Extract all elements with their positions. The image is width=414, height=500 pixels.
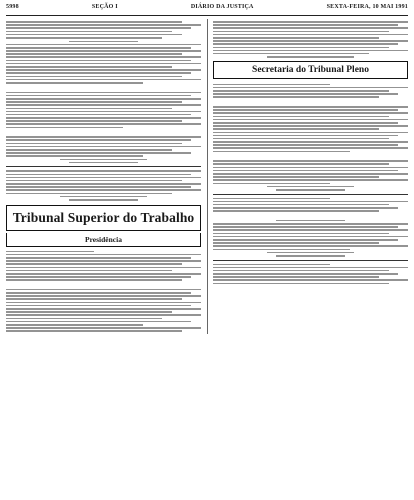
text-block-6 [6,251,201,281]
issue-date: SEXTA-FEIRA, 10 MAI 1991 [326,4,408,10]
left-column [6,19,201,334]
secretariat-title-box [213,61,408,79]
court-title: Tribunal Superior do Trabalho [12,209,195,225]
court-subtitle-band [6,233,201,247]
right-column [207,19,408,334]
text-block-2 [6,41,201,84]
section-label: SEÇÃO I [91,4,118,10]
text-block-4 [6,136,201,163]
divider [6,166,201,167]
page-number: 5998 [6,4,19,10]
text-block-10 [213,106,408,152]
text-block-14 [213,264,408,285]
text-block-9 [213,84,408,98]
divider [213,194,408,195]
secretariat-title: Secretaria do Tribunal Pleno [252,64,369,75]
divider [213,260,408,261]
journal-name: DIÁRIO DA JUSTIÇA [190,4,254,10]
text-block-3 [6,92,201,129]
text-block-11 [213,160,408,190]
text-block-1 [6,21,201,39]
text-block-8 [213,21,408,58]
two-column-body [6,19,408,334]
court-title-box [6,205,201,231]
text-block-13 [213,220,408,257]
court-subtitle: Presidência [85,234,122,244]
text-block-7 [6,289,201,332]
text-block-12 [213,198,408,212]
page-header [6,4,408,16]
text-block-5 [6,170,201,200]
